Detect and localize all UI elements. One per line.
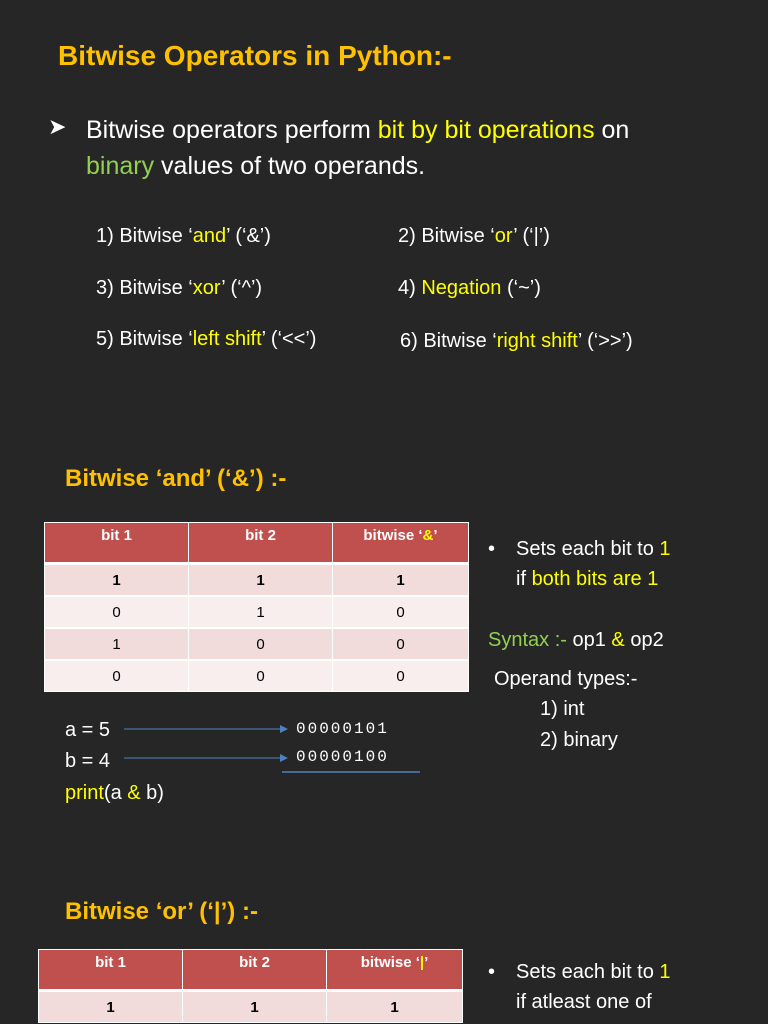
or-description: Sets each bit to 1 if atleast one of [516,961,671,1013]
table-row: 0 0 0 [45,660,469,692]
table-row: 0 1 0 [45,596,469,628]
page-title: Bitwise Operators in Python:- [58,40,452,71]
and-description: Sets each bit to 1 if both bits are 1 [516,538,671,590]
arrow-bullet-icon: ➤ [48,114,67,139]
dot-bullet-icon: • [488,961,496,983]
table-header-bit1: bit 1 [39,950,183,991]
table-header-result: bitwise ‘|’ [327,950,463,991]
intro-highlight1: bit by bit operations [377,116,595,144]
code-line-b: b = 4 [65,750,111,772]
table-header-result: bitwise ‘&’ [333,523,469,564]
intro-part3: values of two operands. [154,152,426,180]
table-header-bit2: bit 2 [189,523,333,564]
table-row: 1 1 1 [45,564,469,597]
operand-type-1: 1) int [540,698,585,720]
operator-item-5: 5) Bitwise ‘left shift’ (‘<<’) [96,328,317,350]
or-section-heading: Bitwise ‘or’ (‘|’) :- [65,898,258,925]
operand-type-2: 2) binary [540,729,618,751]
or-truth-table [38,949,463,1023]
code-line-a: a = 5 [65,719,111,741]
table-header-bit2: bit 2 [183,950,327,991]
table-row: 1 0 0 [45,628,469,660]
arrow-a-head [280,725,288,733]
table-header-bit1: bit 1 [45,523,189,564]
operator-item-3: 3) Bitwise ‘xor’ (‘^’) [96,277,263,299]
code-line-print: print(a & b) [65,782,164,804]
intro-text [86,112,746,184]
dot-bullet-icon: • [488,538,496,560]
intro-part1: Bitwise operators perform [86,116,378,144]
and-section-heading: Bitwise ‘and’ (‘&’) :- [65,465,287,492]
operator-item-4: 4) Negation (‘~’) [398,277,541,299]
intro-part2: on [594,116,630,144]
intro-highlight2: binary [86,152,155,180]
operator-item-1: 1) Bitwise ‘and’ (‘&’) [96,225,271,247]
binary-a: 00000101 [296,720,389,738]
and-syntax: Syntax :- op1 & op2 [488,629,664,651]
operand-types-label: Operand types:- [494,668,638,690]
operator-item-6: 6) Bitwise ‘right shift’ (‘>>’) [400,330,633,352]
arrow-b-head [280,754,288,762]
and-truth-table [44,522,469,692]
operator-item-2: 2) Bitwise ‘or’ (‘|’) [398,225,550,247]
binary-b: 00000100 [296,748,389,766]
table-row: 1 1 1 [39,991,463,1023]
